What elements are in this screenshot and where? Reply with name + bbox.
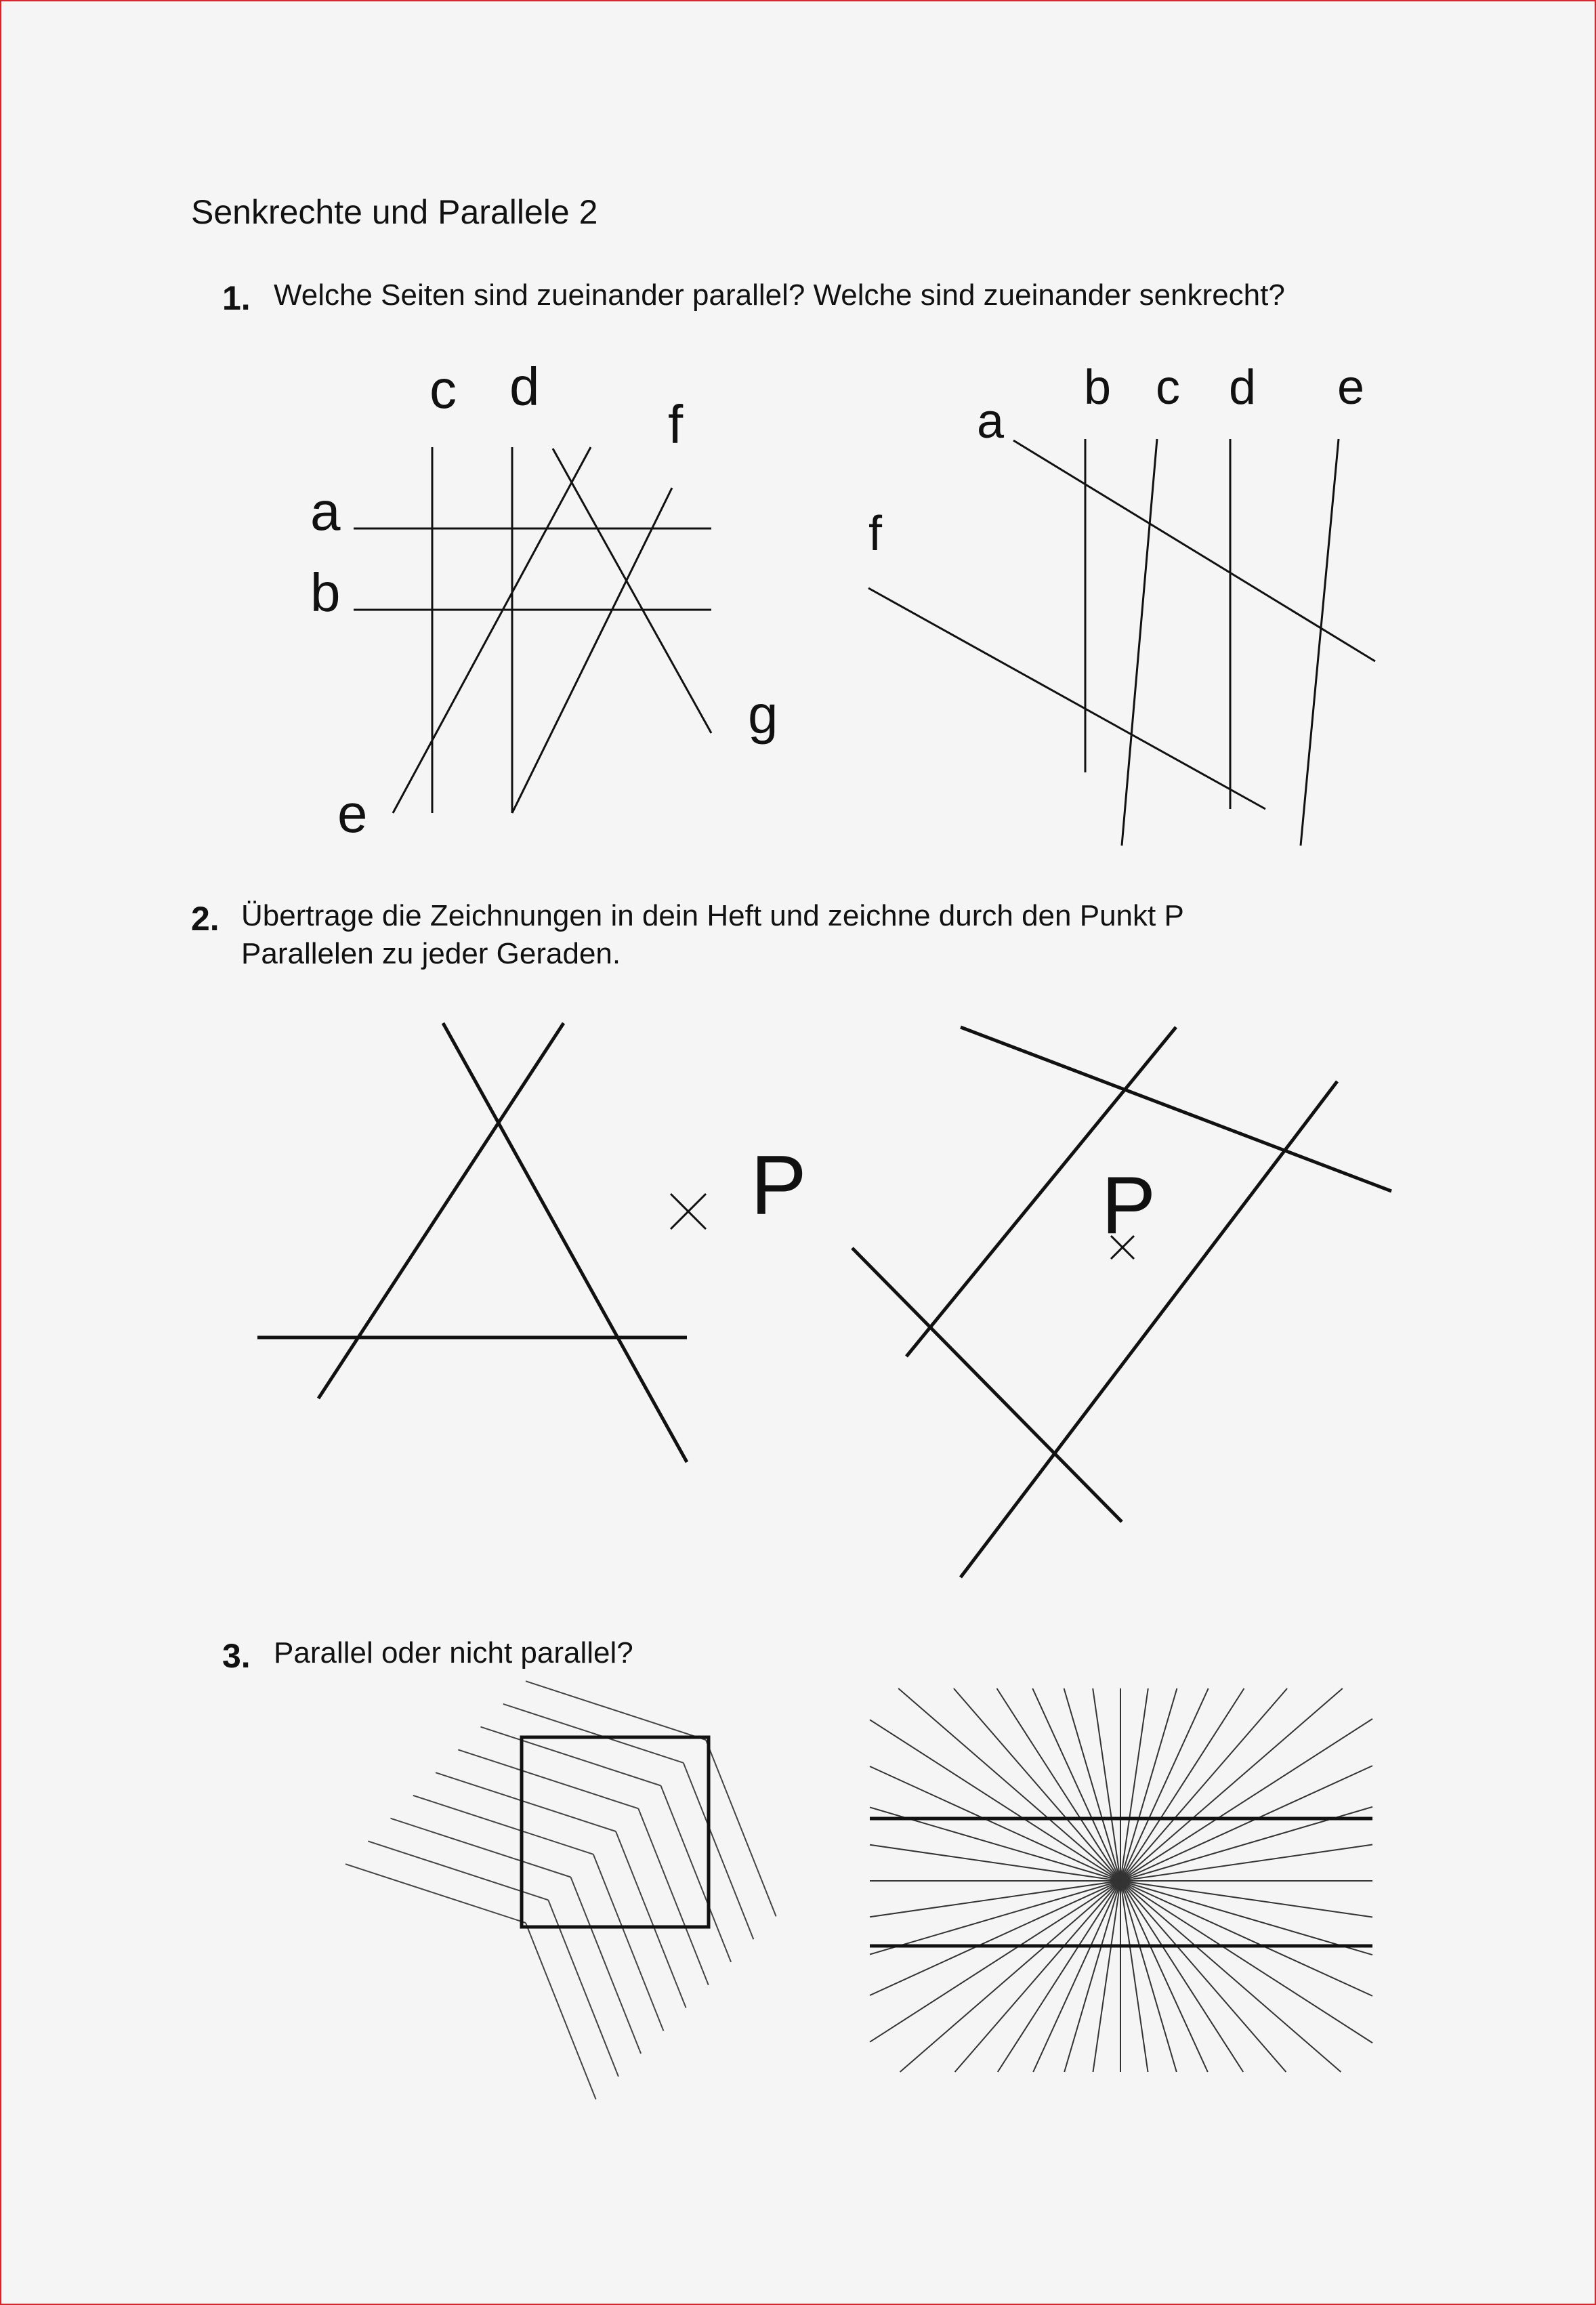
ray-line bbox=[1120, 1881, 1372, 1955]
ray-line bbox=[1064, 1881, 1120, 2072]
label-c: c bbox=[429, 359, 457, 419]
ray-line bbox=[1120, 1688, 1287, 1881]
ray-line bbox=[954, 1688, 1120, 1881]
ray-line bbox=[898, 1688, 1120, 1881]
label-a: a bbox=[977, 394, 1005, 449]
label-g: g bbox=[748, 684, 778, 745]
ray-line bbox=[870, 1881, 1120, 1955]
task-text: Parallel oder nicht parallel? bbox=[274, 1636, 633, 1669]
ray-line bbox=[1120, 1845, 1372, 1882]
ray-line bbox=[1120, 1881, 1372, 2043]
point-p-label: P bbox=[751, 1139, 807, 1232]
label-e: e bbox=[1337, 360, 1365, 415]
page-title: Senkrechte und Parallele 2 bbox=[191, 193, 598, 231]
ray-line bbox=[1120, 1719, 1372, 1881]
ray-line bbox=[1120, 1881, 1286, 2072]
task-text: Welche Seiten sind zueinander parallel? Welche sind zueinander senkrecht? bbox=[274, 278, 1285, 312]
point-p-label: P bbox=[1101, 1160, 1156, 1251]
task-text-line-1: Übertrage die Zeichnungen in dein Heft und zeichne durch den Punkt P bbox=[241, 899, 1184, 932]
ray-line bbox=[1064, 1688, 1120, 1881]
label-d: d bbox=[1229, 360, 1257, 415]
label-f: f bbox=[668, 394, 684, 455]
ray-line bbox=[870, 1881, 1120, 1917]
task-number: 1. bbox=[222, 279, 251, 317]
ray-line bbox=[870, 1881, 1120, 2042]
figure-3-right bbox=[1, 1, 1595, 2304]
label-a: a bbox=[310, 481, 341, 541]
ray-line bbox=[870, 1720, 1120, 1881]
ray-line bbox=[870, 1766, 1120, 1881]
label-b: b bbox=[1084, 360, 1112, 415]
task-number: 2. bbox=[191, 900, 219, 938]
label-f: f bbox=[868, 507, 883, 561]
ray-line bbox=[900, 1881, 1120, 2072]
ray-line bbox=[1120, 1688, 1177, 1881]
ray-line bbox=[1120, 1881, 1372, 1996]
task-number: 3. bbox=[222, 1637, 251, 1675]
ray-line bbox=[1120, 1766, 1372, 1881]
ray-line bbox=[870, 1881, 1120, 1995]
task-text-line-2: Parallelen zu jeder Geraden. bbox=[241, 937, 621, 970]
ray-line bbox=[955, 1881, 1120, 2072]
ray-line bbox=[870, 1845, 1120, 1881]
ray-line bbox=[1120, 1881, 1341, 2072]
ray-line bbox=[1120, 1881, 1372, 1917]
ray-line bbox=[1120, 1688, 1343, 1881]
label-e: e bbox=[337, 783, 368, 844]
label-b: b bbox=[310, 562, 341, 623]
label-c: c bbox=[1156, 360, 1180, 415]
ray-line bbox=[1120, 1881, 1177, 2072]
label-d: d bbox=[509, 356, 540, 417]
